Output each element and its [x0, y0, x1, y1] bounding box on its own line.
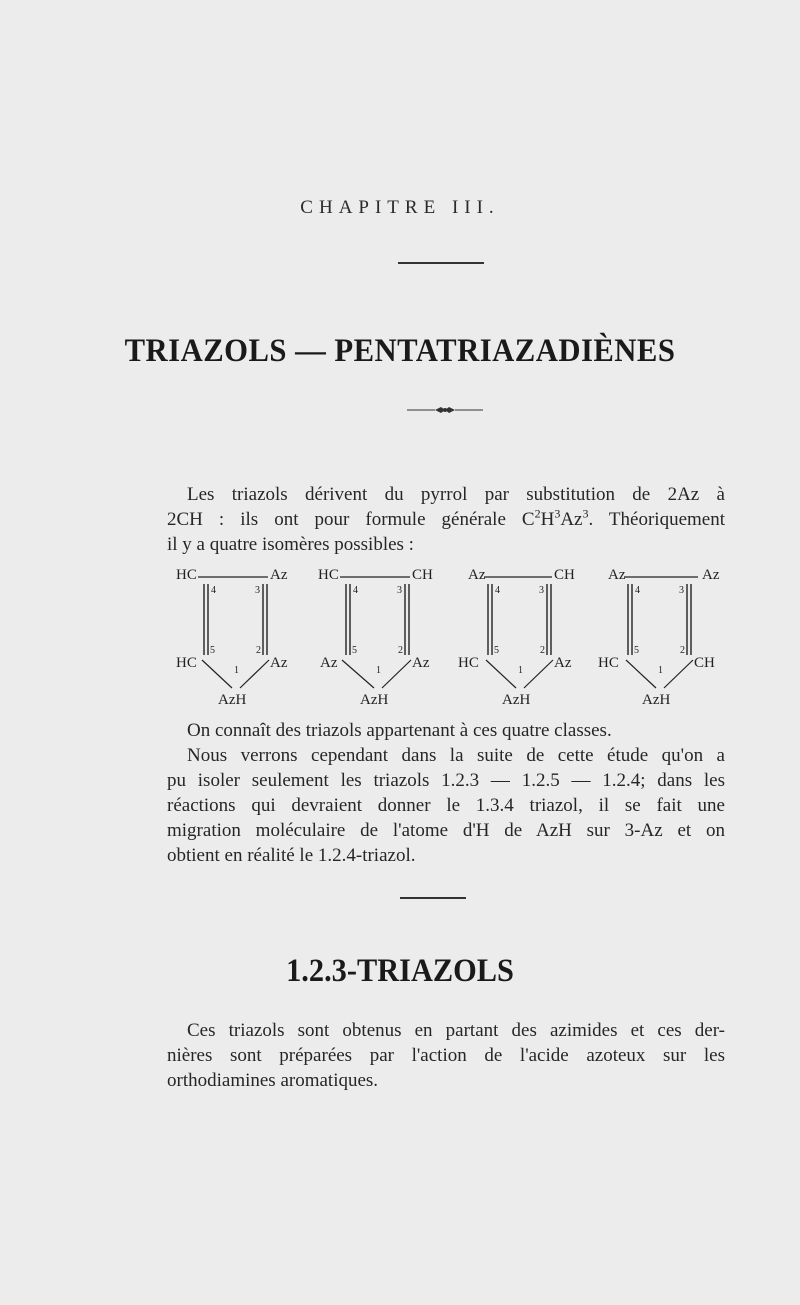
atom-bottom: AzH — [360, 692, 389, 708]
isomer-formulas — [170, 560, 740, 710]
svg-text:1: 1 — [234, 665, 239, 676]
atom-bottom-left: Az — [320, 655, 338, 671]
atom-top-left: HC — [176, 567, 197, 583]
intro-line: il y a quatre isomères possibles : — [167, 534, 414, 555]
atom-bottom-right: Az — [554, 655, 572, 671]
svg-text:3: 3 — [679, 585, 684, 596]
atom-bottom: AzH — [502, 692, 531, 708]
atom-top-left: HC — [318, 567, 339, 583]
svg-text:2: 2 — [540, 645, 545, 656]
svg-text:4: 4 — [635, 585, 640, 596]
atom-top-right: Az — [702, 567, 720, 583]
body-line: Nous verrons cependant dans la suite de cette étude qu'on a — [187, 745, 725, 766]
svg-text:1: 1 — [376, 665, 381, 676]
svg-text:2: 2 — [256, 645, 261, 656]
divider-rule — [398, 262, 484, 264]
atom-bottom-left: HC — [458, 655, 479, 671]
isomer-structure — [598, 567, 720, 708]
body-line: migration moléculaire de l'atome d'H de AzH sur 3-Az et on — [167, 820, 725, 841]
section-line: nières sont préparées par l'action de l'acide azoteux sur les — [167, 1045, 725, 1066]
atom-bottom-right: Az — [412, 655, 430, 671]
svg-text:4: 4 — [211, 585, 216, 596]
atom-top-right: CH — [412, 567, 433, 583]
intro-line: Les triazols dérivent du pyrrol par substitution de 2Az à — [187, 484, 725, 505]
divider-rule — [400, 897, 466, 899]
body-paragraph — [167, 718, 725, 868]
atom-bottom-right: Az — [270, 655, 288, 671]
svg-text:5: 5 — [352, 645, 357, 656]
isomer-structure — [458, 567, 575, 708]
atom-top-right: Az — [270, 567, 288, 583]
chapter-heading: CHAPITRE III. — [300, 197, 500, 218]
svg-text:2: 2 — [680, 645, 685, 656]
chapter-title: TRIAZOLS — PENTATRIAZADIÈNES — [124, 333, 676, 369]
section-line: Ces triazols sont obtenus en partant des azimides et ces der- — [187, 1020, 725, 1041]
svg-text:3: 3 — [397, 585, 402, 596]
svg-text:3: 3 — [255, 585, 260, 596]
svg-text:4: 4 — [353, 585, 358, 596]
svg-text:1: 1 — [518, 665, 523, 676]
body-line: pu isoler seulement les triazols 1.2.3 — 1.2.5 — 1.2.4; dans les — [167, 770, 725, 791]
body-line: On connaît des triazols appartenant à ces quatre classes. — [187, 720, 612, 741]
atom-bottom: AzH — [642, 692, 671, 708]
svg-text:1: 1 — [658, 665, 663, 676]
section-title: 1.2.3-TRIAZOLS — [286, 953, 514, 989]
isomer-structure — [318, 567, 433, 708]
atom-bottom-left: HC — [598, 655, 619, 671]
atom-top-right: CH — [554, 567, 575, 583]
section-paragraph — [167, 1018, 725, 1093]
atom-top-left: Az — [608, 567, 626, 583]
body-line: réactions qui devraient donner le 1.3.4 triazol, il se fait une — [167, 795, 725, 816]
intro-line: 2CH : ils ont pour formule générale $C^2H^3Az^3$. Théoriquement — [167, 506, 725, 530]
atom-bottom-left: HC — [176, 655, 197, 671]
svg-text:4: 4 — [495, 585, 500, 596]
svg-text:3: 3 — [539, 585, 544, 596]
ornament-icon — [407, 405, 483, 415]
atom-bottom: AzH — [218, 692, 247, 708]
svg-text:2: 2 — [398, 645, 403, 656]
svg-text:5: 5 — [634, 645, 639, 656]
body-line: obtient en réalité le 1.2.4-triazol. — [167, 845, 416, 866]
section-line: orthodiamines aromatiques. — [167, 1070, 379, 1091]
svg-text:5: 5 — [494, 645, 499, 656]
atom-top-left: Az — [468, 567, 486, 583]
intro-paragraph — [167, 482, 725, 557]
svg-text:5: 5 — [210, 645, 215, 656]
atom-bottom-right: CH — [694, 655, 715, 671]
isomer-structure — [176, 567, 288, 708]
